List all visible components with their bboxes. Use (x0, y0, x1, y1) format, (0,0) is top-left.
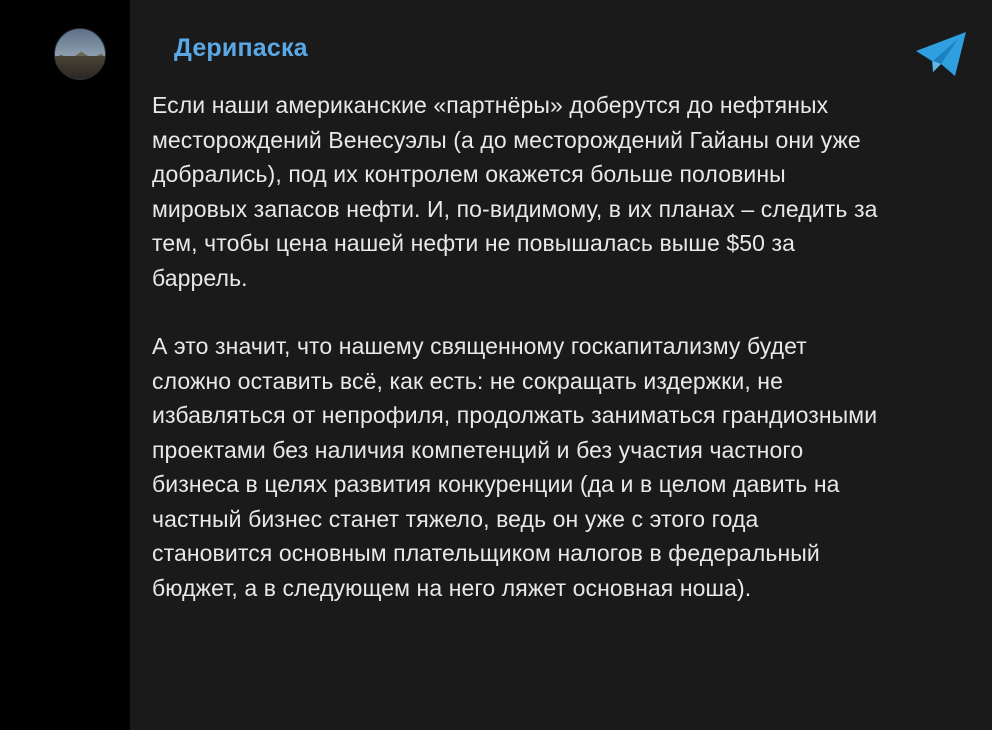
telegram-icon (914, 30, 968, 78)
message-header (152, 34, 966, 74)
left-gutter (0, 0, 130, 730)
avatar[interactable] (54, 28, 106, 80)
avatar-ground (55, 56, 105, 79)
message-body (152, 88, 882, 605)
message-paragraph: А это значит, что нашему священному госкапитализму будет сложно оставить всё, как есть: не сокращать издержки, не избавляться от непрофиля, продолжать заниматься грандиозными проектами без наличия компетенций и без участия частного бизнеса в целях развития конкуренции (да и в целом давить на частный бизнес станет тяжело, ведь он уже с этого года становится основным плательщиком налогов в федеральный бюджет, а в следующем на него ляжет основная ноша). (152, 333, 878, 601)
message-paragraph: Если наши американские «партнёры» доберутся до нефтяных месторождений Венесуэлы (а до месторождений Гайаны они уже добрались), под их контролем окажется больше половины мировых запасов нефти. И, по-видимому, в их планах – следить за тем, чтобы цена нашей нефти не повышалась выше $50 за баррель. (152, 92, 878, 291)
channel-name[interactable]: Дерипаска (174, 34, 308, 62)
